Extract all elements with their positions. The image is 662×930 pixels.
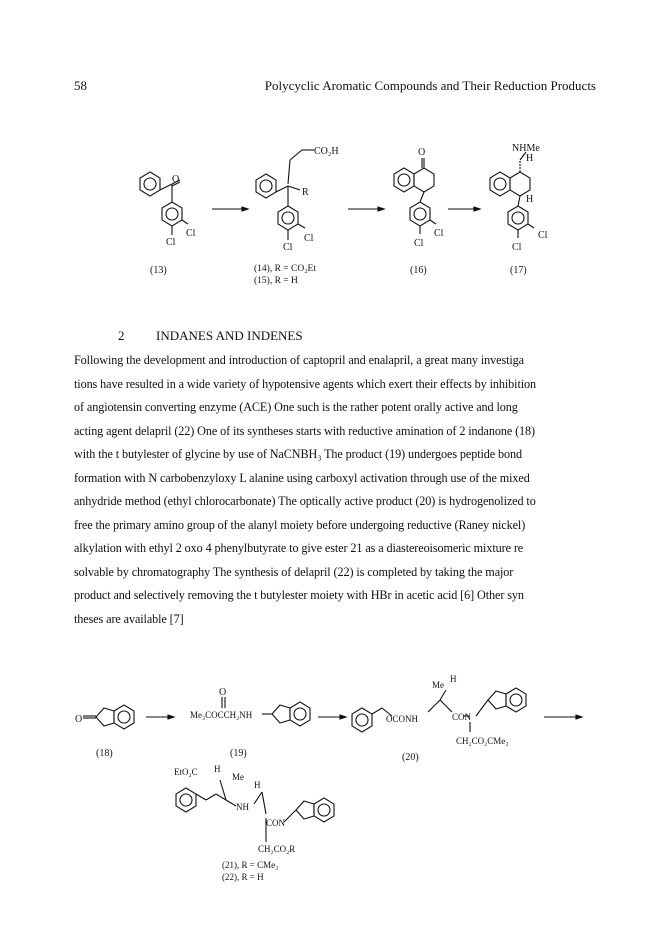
atom-label: O xyxy=(219,687,227,698)
text-line: alkylation with ethyl 2 oxo 4 phenylbutyrate to give ester 21 as a diastereoisomeric mixture re xyxy=(74,541,524,555)
atom-label: O xyxy=(418,147,426,158)
atom-label: Cl xyxy=(283,242,293,253)
compound-label-14: (14), R = CO₂Et xyxy=(254,264,316,274)
atom-label: H xyxy=(450,674,457,684)
page-number: 58 xyxy=(74,78,87,93)
text-line: Following the development and introduction of captopril and enalapril, a great many investiga xyxy=(74,353,524,367)
compound-label-21: (21), R = CMe₃ xyxy=(222,860,279,870)
atom-label: H xyxy=(254,780,261,790)
atom-label: H xyxy=(526,153,534,164)
compound-label-22: (22), R = H xyxy=(222,872,264,882)
atom-label: H xyxy=(526,194,534,205)
atom-label: Cl xyxy=(414,238,424,249)
text-line: free the primary amino group of the alanyl moiety before undergoing reductive (Raney nickel) xyxy=(74,517,526,532)
section-number: 2 xyxy=(118,328,125,343)
compound-20-structure xyxy=(352,688,526,732)
compound-label-13: (13) xyxy=(150,265,167,276)
text-line: anhydride method (ethyl chlorocarbonate) The optically active product (20) is hydrogenolized to xyxy=(74,494,536,508)
text-line: theses are available [7] xyxy=(74,611,184,626)
group-label: NHMe xyxy=(512,143,540,154)
group-label: Me xyxy=(232,772,244,782)
atom-label: Cl xyxy=(434,228,444,239)
atom-label: Cl xyxy=(512,242,522,253)
text-line: of angiotensin converting enzyme (ACE) One such is the rather potent orally active and long xyxy=(74,400,518,414)
compound-label-17: (17) xyxy=(510,265,527,276)
group-label: CON xyxy=(266,818,286,828)
group-label: EtO₂C xyxy=(174,767,198,777)
atom-label: Cl xyxy=(304,233,314,244)
compound-18-structure xyxy=(83,705,134,729)
formula-label: Me₃COCCH₂NH xyxy=(190,710,253,720)
group-label: R xyxy=(302,187,309,198)
group-label: CO₂H xyxy=(314,146,339,157)
compound-label-16: (16) xyxy=(410,265,427,276)
text-line: product and selectively removing the t butylester moiety with HBr in acetic acid [6] Other syn xyxy=(74,588,524,602)
text-line: solvable by chromatography The synthesis of delapril (22) is completed by taking the major xyxy=(74,564,514,579)
atom-label: O xyxy=(75,714,83,725)
text-line: tions have resulted in a wide variety of hypotensive agents which exert their effects by inhibition xyxy=(74,376,537,391)
section-title: INDANES AND INDENES xyxy=(156,328,303,343)
compound-label-19: (19) xyxy=(230,748,247,759)
compound-label-18: (18) xyxy=(96,748,113,759)
group-label: OCONH xyxy=(386,714,419,724)
text-line: with the t butylester of glycine by use of NaCNBH₃ The product (19) undergoes peptide bond xyxy=(74,447,523,461)
atom-label: O xyxy=(172,174,180,185)
group-label: CH₂CO₂CMe₃ xyxy=(456,736,509,746)
compound-label-20: (20) xyxy=(402,752,419,763)
group-label: NH xyxy=(236,802,249,812)
group-label: CON xyxy=(452,712,472,722)
group-label: Me xyxy=(432,680,444,690)
text-line: acting agent delapril (22) One of its syntheses starts with reductive amination of 2 indanone (18) xyxy=(74,423,535,438)
atom-label: Cl xyxy=(166,237,176,248)
atom-label: H xyxy=(214,764,221,774)
text-line: formation with N carbobenzyloxy L alanine using carboxyl activation through use of the mixed xyxy=(74,470,530,485)
compound-label-15: (15), R = H xyxy=(254,276,298,286)
atom-label: Cl xyxy=(186,228,196,239)
atom-label: Cl xyxy=(538,230,548,241)
group-label: CH₂CO₂R xyxy=(258,844,296,854)
running-title: Polycyclic Aromatic Compounds and Their Reduction Products xyxy=(264,78,596,93)
